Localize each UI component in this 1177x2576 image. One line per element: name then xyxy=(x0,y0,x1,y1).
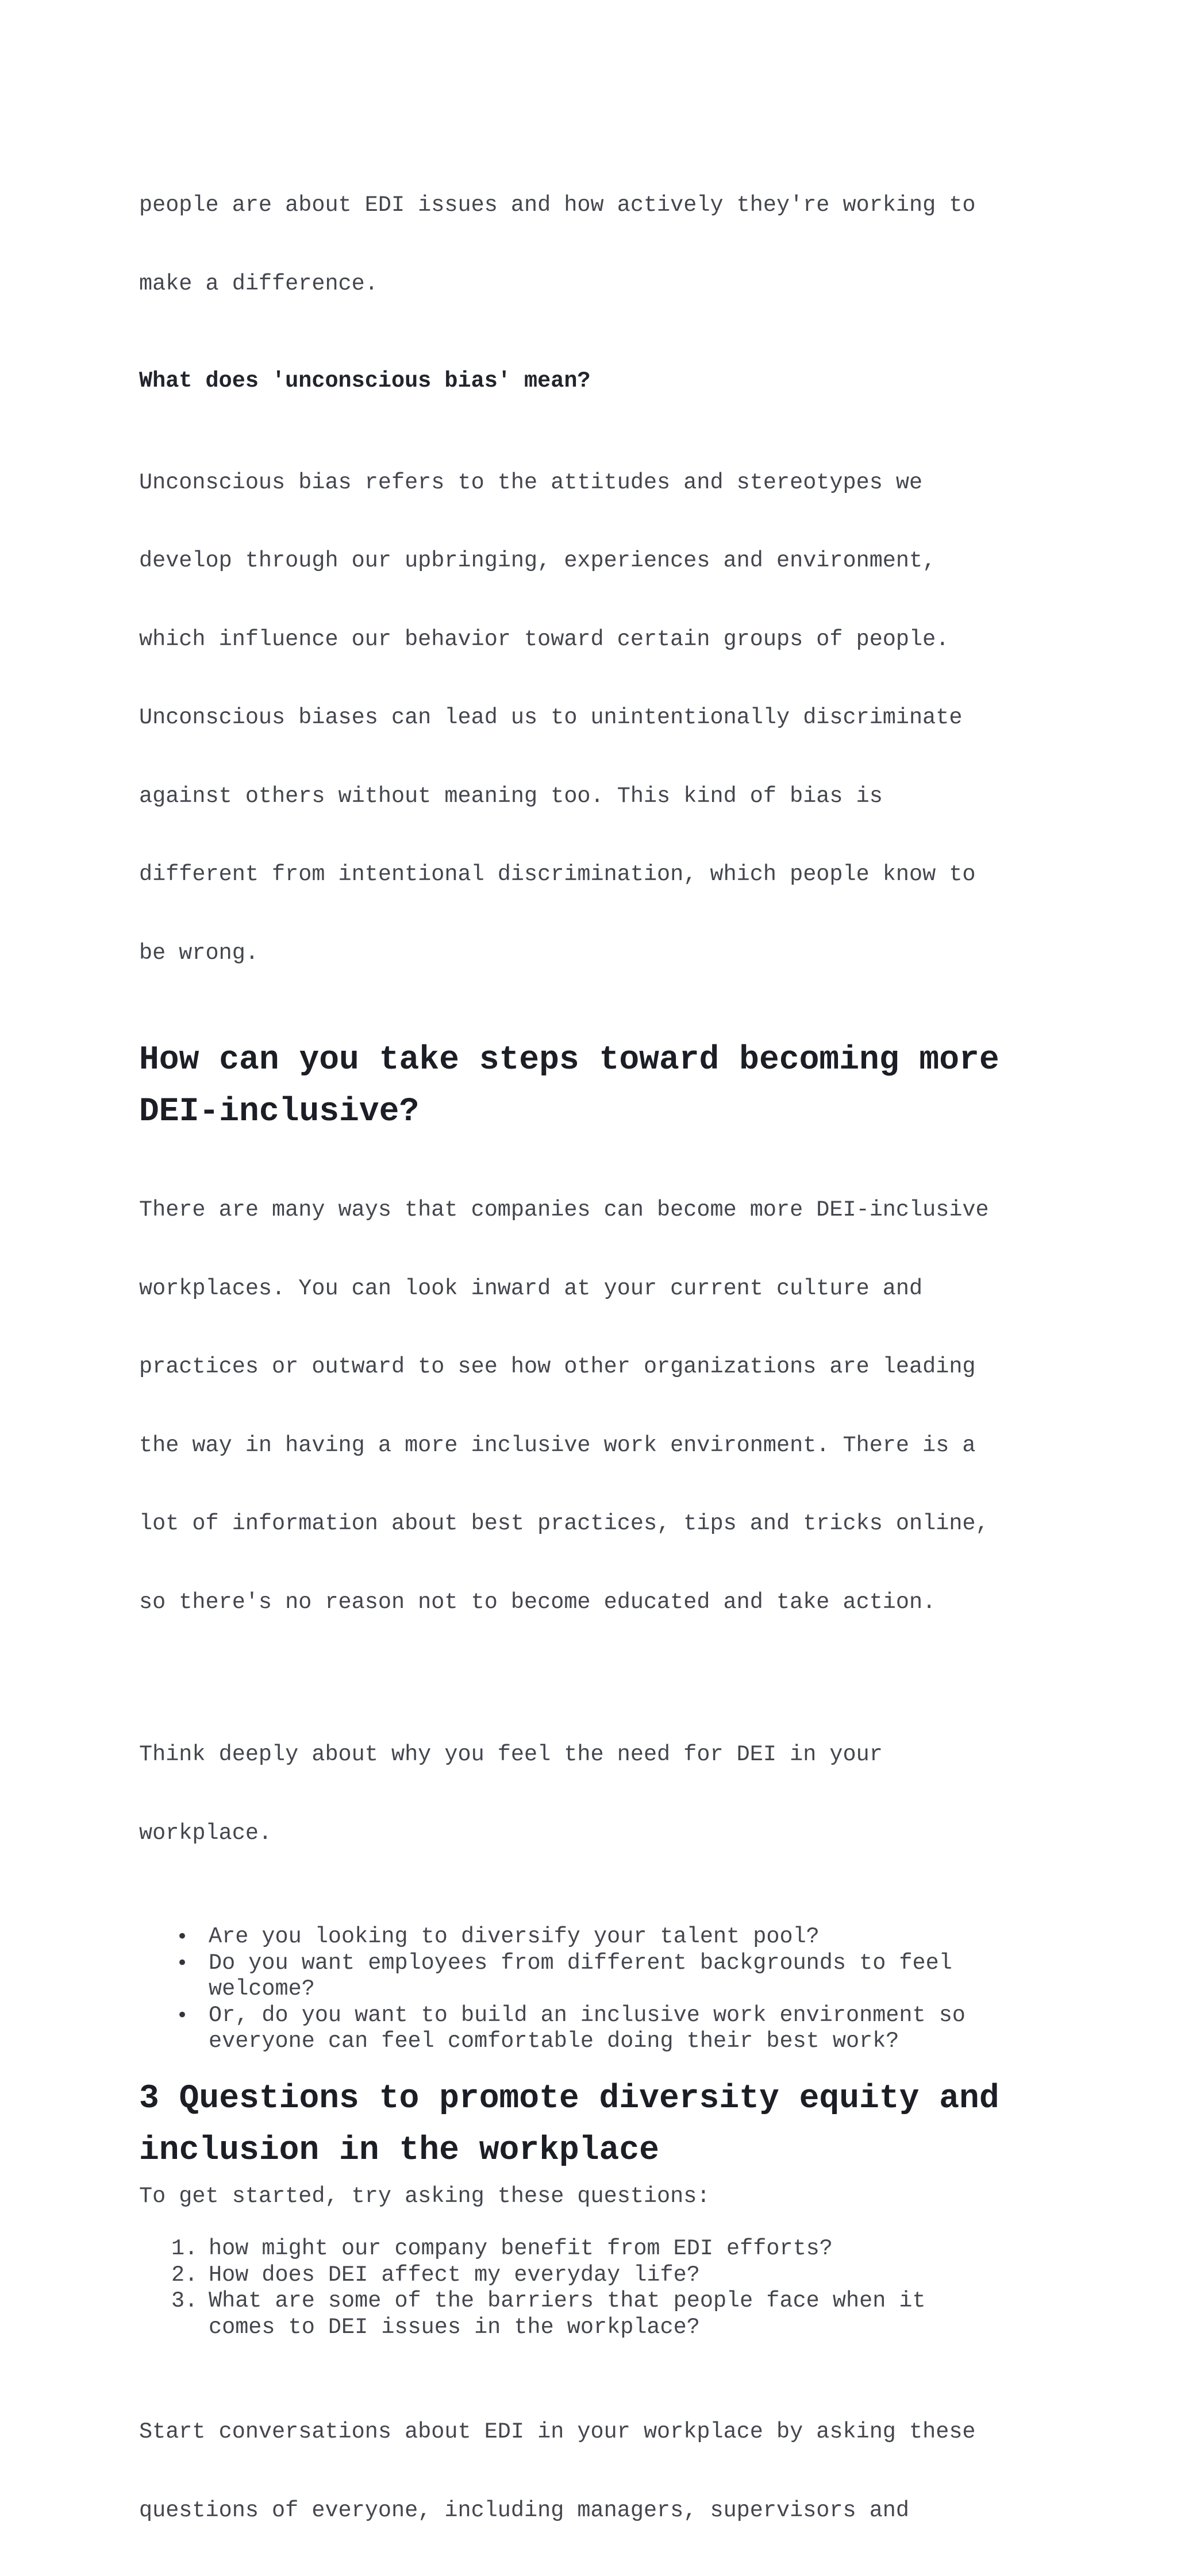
text-line: be wrong. xyxy=(139,940,259,966)
text-line: the way in having a more inclusive work environment. There is a xyxy=(139,1432,976,1458)
questions-numbered-list xyxy=(139,2236,1047,2340)
list-number: 3. xyxy=(171,2288,198,2313)
text-line: There are many ways that companies can become more DEI-inclusive xyxy=(139,1197,989,1223)
steps-paragraph-1 xyxy=(139,1145,1047,1668)
heading-line: 3 Questions to promote diversity equity and xyxy=(139,2080,999,2118)
bullet-icon: • xyxy=(176,2003,189,2027)
text-line: practices or outward to see how other organizations are leading xyxy=(139,1354,976,1379)
text-line: Unconscious bias refers to the attitudes and stereotypes we xyxy=(139,469,923,495)
text-line: workplace. xyxy=(139,1820,272,1846)
text-line: so there's no reason not to become educated and take action. xyxy=(139,1589,936,1615)
heading-line: inclusion in the workplace xyxy=(139,2131,659,2169)
motivation-bullet-list xyxy=(139,1924,1047,2055)
list-item xyxy=(139,1924,1047,1950)
questions-section-heading xyxy=(139,2073,1047,2177)
text-line: make a difference. xyxy=(139,271,378,296)
list-item xyxy=(139,1950,1047,2003)
steps-section-heading xyxy=(139,1035,1047,1138)
heading-line: How can you take steps toward becoming more xyxy=(139,1042,999,1079)
text-line: What are some of the barriers that people face when it xyxy=(209,2288,926,2313)
text-line: Unconscious biases can lead us to unintentionally discriminate xyxy=(139,705,963,730)
closing-paragraph xyxy=(139,2367,1047,2576)
text-line: different from intentional discrimination, which people know to xyxy=(139,862,976,887)
text-line: Think deeply about why you feel the need for DEI in your xyxy=(139,1742,883,1767)
text-line: Start conversations about EDI in your workplace by asking these xyxy=(139,2419,976,2444)
steps-paragraph-2 xyxy=(139,1690,1047,1899)
text-line: comes to DEI issues in the workplace? xyxy=(209,2314,700,2340)
list-number: 1. xyxy=(171,2236,198,2261)
list-item xyxy=(139,2288,1047,2340)
text-line: lot of information about best practices, tips and tricks online, xyxy=(139,1511,989,1536)
bullet-icon: • xyxy=(176,1951,189,1975)
text-line: welcome? xyxy=(209,1976,315,2002)
text-line: Do you want employees from different backgrounds to feel xyxy=(209,1950,952,1976)
unconscious-bias-question: What does 'unconscious bias' mean? xyxy=(139,368,591,394)
intro-continuation-paragraph xyxy=(139,140,1047,349)
text-line: people are about EDI issues and how actively they're working to xyxy=(139,192,976,218)
questions-intro: To get started, try asking these questions: xyxy=(139,2183,710,2209)
text-line: How does DEI affect my everyday life? xyxy=(209,2262,700,2288)
heading-line: DEI-inclusive? xyxy=(139,1093,420,1131)
text-line: workplaces. You can look inward at your current culture and xyxy=(139,1275,923,1301)
text-line: against others without meaning too. This kind of bias is xyxy=(139,783,883,809)
text-line: how might our company benefit from EDI efforts? xyxy=(209,2236,833,2261)
bullet-icon: • xyxy=(176,1925,189,1948)
unconscious-bias-paragraph xyxy=(139,418,1047,1019)
list-item xyxy=(139,2262,1047,2289)
text-line: which influence our behavior toward certain groups of people. xyxy=(139,626,949,652)
text-line: Or, do you want to build an inclusive work environment so xyxy=(209,2002,966,2028)
list-number: 2. xyxy=(171,2262,198,2288)
list-item xyxy=(139,2003,1047,2055)
text-line: everyone can feel comfortable doing their best work? xyxy=(209,2029,899,2054)
text-line: develop through our upbringing, experiences and environment, xyxy=(139,548,936,573)
document-body xyxy=(139,140,1047,2576)
list-item xyxy=(139,2236,1047,2262)
text-line: Are you looking to diversify your talent pool? xyxy=(209,1924,820,1949)
text-line: questions of everyone, including managers, supervisors and xyxy=(139,2497,910,2523)
